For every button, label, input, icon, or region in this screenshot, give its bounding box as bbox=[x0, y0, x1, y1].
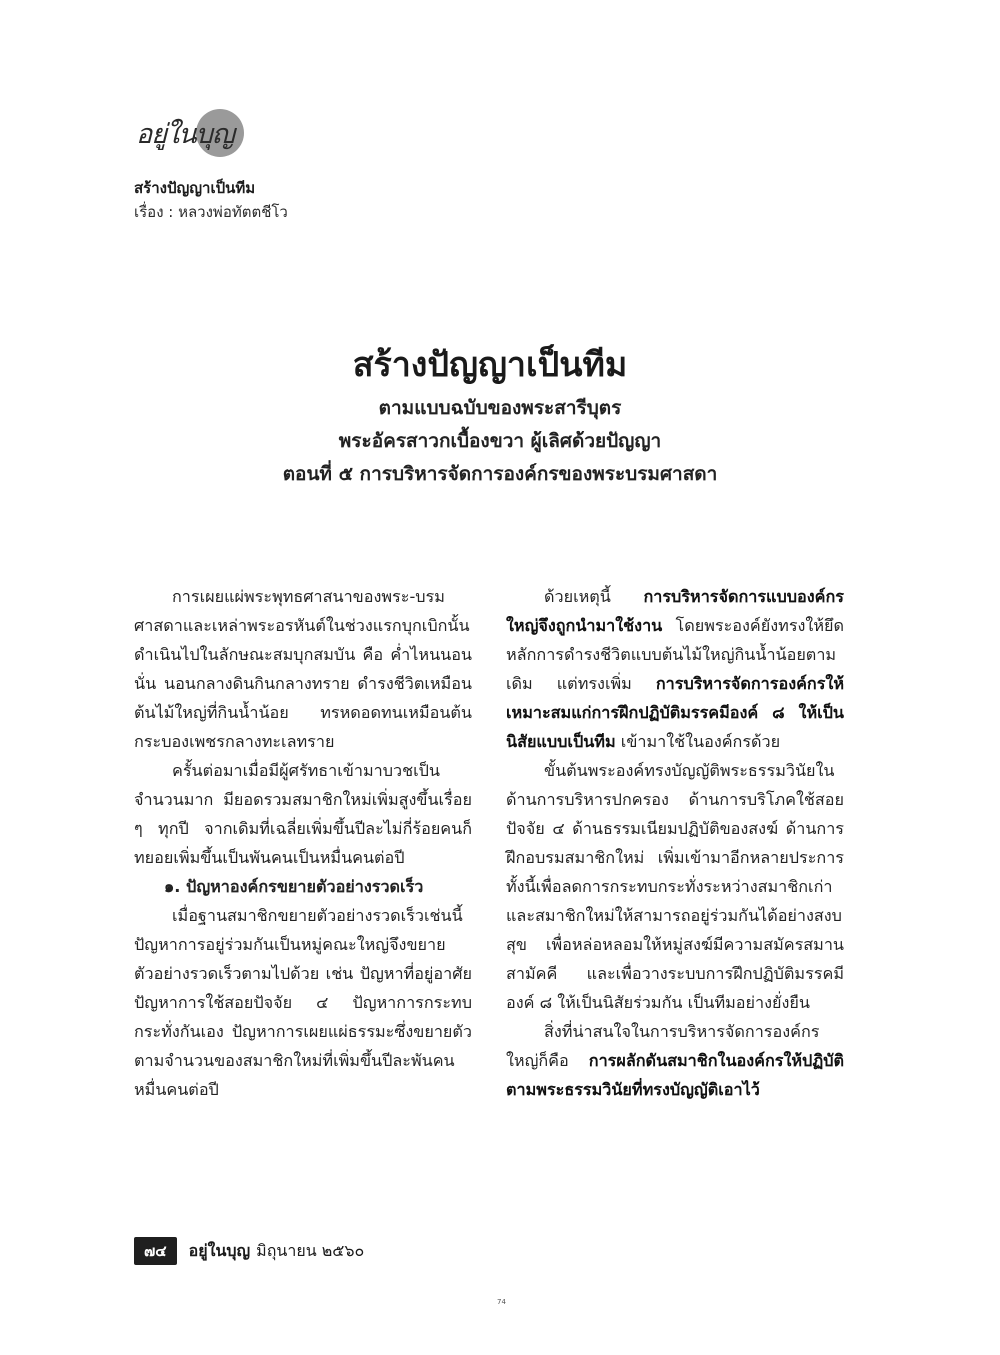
author-byline: เรื่อง : หลวงพ่อทัตตชีโว bbox=[134, 203, 288, 221]
article-subtitle-3: ตอนที่ ๕ การบริหารจัดการองค์กรของพระบรมศาสดา bbox=[282, 463, 718, 485]
paragraph bbox=[506, 582, 844, 756]
section-heading: ๑. ปัญหาองค์กรขยายตัวอย่างรวดเร็ว bbox=[164, 877, 424, 896]
paragraph: ขั้นต้นพระองค์ทรงบัญญัติพระธรรมวินัยในด้านการบริหารปกครอง ด้านการบริโภคใช้สอยปัจจัย ๔ ด้านธรรมเนียมปฏิบัติของสงฆ์ ด้านการฝึกอบรมสมาชิกใหม่ เพิ่มเข้ามาอีกหลายประการ ทั้งนี้เพื่อลดการกระทบกระทั่งระหว่างสมาชิกเก่าและสมาชิกใหม่ให้สามารถอยู่ร่วมกันได้อย่างสงบสุข เพื่อหล่อหลอมให้หมู่สงฆ์มีความสมัครสมานสามัคคี และเพื่อวางระบบการฝึกปฏิบัติมรรคมีองค์ ๘ ให้เป็นนิสัยร่วมกัน เป็นทีมอย่างยั่งยืน bbox=[506, 761, 844, 1012]
footer-magazine-name: อยู่ในบุญ bbox=[188, 1240, 251, 1260]
article-subtitle-1: ตามแบบฉบับของพระสารีบุตร bbox=[378, 397, 622, 419]
page-footer bbox=[134, 1239, 364, 1263]
magazine-logo bbox=[134, 100, 264, 172]
paragraph: การเผยแผ่พระพุทธศาสนาของพระ-บรมศาสดาและเหล่าพระอรหันต์ในช่วงแรกบุกเบิกนั้น ดำเนินไปในลักษณะสมบุกสมบัน คือ ค่ำไหนนอนนั่น นอนกลางดินกินกลางทราย ดำรงชีวิตเหมือนต้นไม้ใหญ่ที่กินน้ำน้อย ทรหดอดทนเหมือนต้นกระบองเพชรกลางทะเลทราย bbox=[134, 587, 472, 751]
print-page-mark: 74 bbox=[497, 1298, 506, 1306]
logo-text: อยู่ในบุญ bbox=[136, 119, 234, 150]
page-number-badge: ๗๔ bbox=[134, 1237, 177, 1265]
article-subtitle-2: พระอัครสาวกเบื้องขวา ผู้เลิศด้วยปัญญา bbox=[338, 430, 662, 452]
bold-text: การบริหารจัดการองค์กรให้เหมาะสมแก่การฝึกปฏิบัติมรรคมีองค์ ๘ ให้เป็นนิสัยแบบเป็นทีม bbox=[506, 674, 844, 751]
article-title: สร้างปัญญาเป็นทีม bbox=[352, 345, 628, 385]
bold-text: การบริหารจัดการแบบองค์กรใหญ่จึงถูกนำมาใช้งาน bbox=[506, 587, 844, 635]
section-kicker: สร้างปัญญาเป็นทีม bbox=[134, 179, 256, 197]
paragraph bbox=[506, 1017, 844, 1104]
text-run: โดยพระองค์ยังทรงให้ยึดหลักการดำรงชีวิตแบบต้นไม้ใหญ่กินน้ำน้อยตามเดิม แต่ทรงเพิ่ม bbox=[506, 616, 844, 693]
text-run: ด้วยเหตุนี้ bbox=[544, 587, 644, 606]
right-column bbox=[506, 582, 844, 1104]
text-run: เข้ามาใช้ในองค์กรด้วย bbox=[615, 732, 781, 751]
text-run: สิ่งที่น่าสนใจในการบริหารจัดการองค์กรใหญ่ก็คือ bbox=[506, 1022, 820, 1070]
footer-issue-date: มิถุนายน ๒๕๖๐ bbox=[256, 1240, 365, 1260]
bold-text: การผลักดันสมาชิกในองค์กรให้ปฏิบัติตามพระธรรมวินัยที่ทรงบัญญัติเอาไว้ bbox=[506, 1051, 844, 1099]
article-title-block bbox=[0, 338, 1000, 491]
paragraph: ครั้นต่อมาเมื่อมีผู้ศรัทธาเข้ามาบวชเป็นจำนวนมาก มียอดรวมสมาชิกใหม่เพิ่มสูงขึ้นเรื่อย ๆ ทุกปี จากเดิมที่เฉลี่ยเพิ่มขึ้นปีละไม่กี่ร้อยคนก็ทยอยเพิ่มขึ้นเป็นพันคนเป็นหมื่นคนต่อปี bbox=[134, 761, 472, 867]
paragraph: เมื่อฐานสมาชิกขยายตัวอย่างรวดเร็วเช่นนี้ ปัญหาการอยู่ร่วมกันเป็นหมู่คณะใหญ่จึงขยายตัวอย่างรวดเร็วตามไปด้วย เช่น ปัญหาที่อยู่อาศัย ปัญหาการใช้สอยปัจจัย ๔ ปัญหาการกระทบกระทั่งกันเอง ปัญหาการเผยแผ่ธรรมะซึ่งขยายตัวตามจำนวนของสมาชิกใหม่ที่เพิ่มขึ้นปีละพันคนหมื่นคนต่อปี bbox=[134, 906, 472, 1099]
left-column bbox=[134, 582, 472, 1104]
